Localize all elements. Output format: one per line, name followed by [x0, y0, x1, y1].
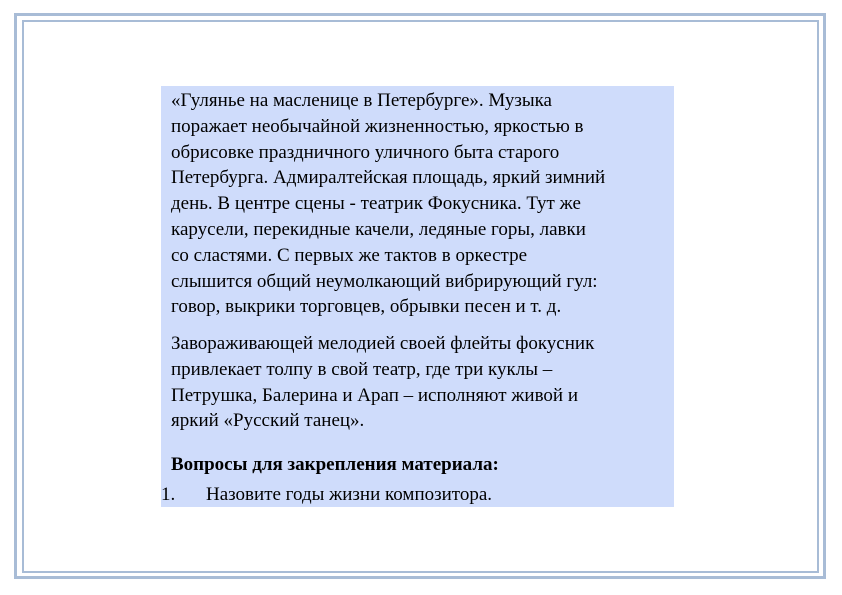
questions-heading: Вопросы для закрепления материала:	[171, 454, 499, 475]
paragraph-maslenitsa: «Гулянье на масленице в Петербурге». Музыка поражает необычайной жизненностью, яркостью в обрисовке праздничного уличного быта старого Петербурга. Адмиралтейская площадь, яркий зимний день. В центре сцены - театрик Фокусника. Тут же карусели, перекидные качели, ледяные горы, лавки со сластями. С первых же тактов в оркестре слышится общий неумолкающий вибрирующий гул: говор, выкрики торговцев, обрывки песен и т. д.	[171, 90, 606, 318]
question-item	[161, 482, 674, 508]
question-number: 1.	[161, 484, 176, 505]
text-block	[161, 86, 674, 507]
question-text: Назовите годы жизни композитора.	[206, 484, 493, 505]
paragraph-fokusnik: Завораживающей мелодией своей флейты фокусник привлекает толпу в свой театр, где три куклы – Петрушка, Балерина и Арап – исполняют живой и яркий «Русский танец».	[171, 333, 595, 432]
